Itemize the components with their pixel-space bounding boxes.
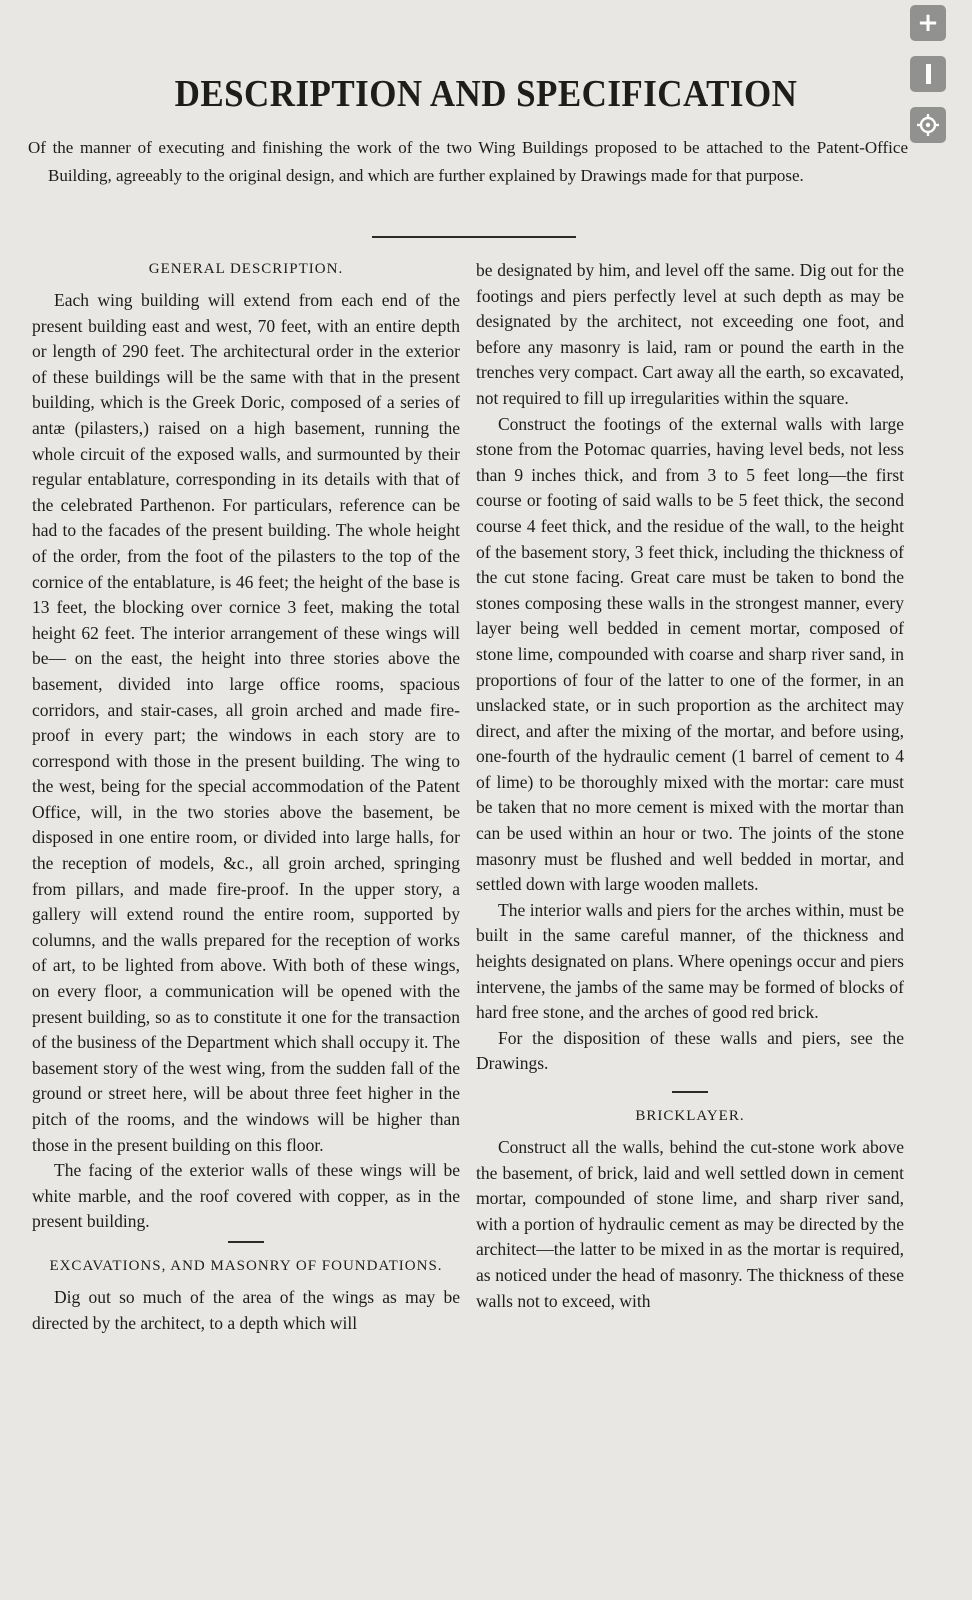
intro-text: Of the manner of executing and finishing the work of the two Wing Buildings proposed to be attached to the Patent-Office Building, agreeably to the original design, and which are further explained by Drawings made for that purpose. — [28, 138, 908, 185]
crosshair-icon — [916, 113, 940, 137]
plus-icon: + — [917, 8, 939, 38]
left-column — [32, 258, 460, 1336]
zoom-out-button[interactable] — [910, 56, 946, 92]
heading-general-description: GENERAL DESCRIPTION. — [148, 261, 344, 277]
section-divider — [228, 1241, 264, 1243]
minus-icon — [926, 64, 931, 84]
zoom-in-button[interactable] — [910, 5, 946, 41]
page-title: DESCRIPTION AND SPECIFICATION — [174, 73, 798, 115]
paragraph-general: Each wing building will extend from each end of the present building east and west, 70 feet, with an entire depth or length of 290 feet. The architectural order in the exterior of these buildings will be the same with that in the present building, which is the Greek Doric, composed of a series of antæ (pilasters,) raised on a high basement, running the whole circuit of the exposed walls, and surmounted by their regular entablature, corresponding in its details with that of the celebrated Parthenon. For particulars, reference can be had to the facades of the present building. The whole height of the order, from the foot of the pilasters to the top of the cornice of the entablature, is 46 feet; the height of the base is 13 feet, the blocking over cornice 3 feet, making the total height 62 feet. The interior arrangement of these wings will be— on the east, the height into three stories above the basement, divided into large office rooms, spacious corridors, and stair-cases, all groin arched and made fire-proof in every part; the windows in each story are to correspond with those in the present building. The wing to the west, being for the special accommodation of the Patent Office, will, in the two stories above the basement, be disposed in one entire room, or divided into large halls, for the reception of models, &c., all groin arched, springing from pillars, and made fire-proof. In the upper story, a gallery will extend round the entire room, supported by columns, and the walls prepared for the reception of works of art, to be lighted from above. With both of these wings, on every floor, a communication will be opened with the present building, so as to constitute it one for the transaction of the business of the Department which shall occupy it. The basement story of the west wing, from the sudden fall of the ground or street here, will be about three feet higher in the pitch of the rooms, and the windows will be higher than those in the present building on this floor. — [32, 290, 460, 1155]
right-column — [476, 258, 904, 1314]
heading-excavations: EXCAVATIONS, AND MASONRY OF FOUNDATIONS. — [49, 1257, 443, 1274]
paragraph-interior-walls: The interior walls and piers for the arches within, must be built in the same careful manner, of the thickness and heights designated on plans. Where openings occur and piers intervene, the jambs of the same may be formed of blocks of hard free stone, and the arches of good red brick. — [476, 899, 904, 1023]
section-divider — [672, 1091, 708, 1093]
reset-view-button[interactable] — [910, 107, 946, 143]
paragraph-disposition: For the disposition of these walls and piers, see the Drawings. — [476, 1027, 904, 1074]
paragraph-facing: The facing of the exterior walls of these wings will be white marble, and the roof covered with copper, as in the present building. — [32, 1160, 460, 1232]
paragraph-bricklayer: Construct all the walls, behind the cut-stone work above the basement, of brick, laid and well settled down in cement mortar, compounded of stone lime, and sharp river sand, with a portion of hydraulic cement as may be directed by the architect—the latter to be mixed in as the mortar is required, as noticed under the head of masonry. The thickness of these walls not to exceed, with — [476, 1137, 904, 1311]
paragraph-excavation-cont: be designated by him, and level off the same. Dig out for the footings and piers perfectly level at such depth as may be designated by the architect, not exceeding one foot, and before any masonry is laid, ram or pound the earth in the trenches very compact. Cart away all the earth, so excavated, not required to fill up irregularities within the square. — [476, 260, 904, 408]
intro-paragraph — [28, 134, 908, 189]
paragraph-footings: Construct the footings of the external walls with large stone from the Potomac quarries, having level beds, not less than 9 inches thick, and from 3 to 5 feet long—the first course or footing of said walls to be 5 feet thick, the second course 4 feet thick, and the residue of the wall, to the height of the basement story, 3 feet thick, including the thickness of the cut stone facing. Great care must be taken to bond the stones composing these walls in the strongest manner, every layer being well bedded in cement mortar, composed of stone lime, compounded with coarse and sharp river sand, in proportions of four of the latter to one of the former, in an unslacked state, or in such proportion as the architect may direct, and after the mixing of the mortar, and before using, one-fourth of the hydraulic cement (1 barrel of cement to 4 of lime) to be thoroughly mixed with the mortar: care must be taken that no more cement is mixed with the mortar than can be used within an hour or two. The joints of the stone masonry must be flushed and well bedded in mortar, and settled down with large wooden mallets. — [476, 413, 904, 895]
paragraph-excavations: Dig out so much of the area of the wings as may be directed by the architect, to a depth which will — [32, 1286, 460, 1333]
heading-bricklayer: BRICKLAYER. — [635, 1108, 745, 1124]
title-divider — [372, 236, 576, 238]
